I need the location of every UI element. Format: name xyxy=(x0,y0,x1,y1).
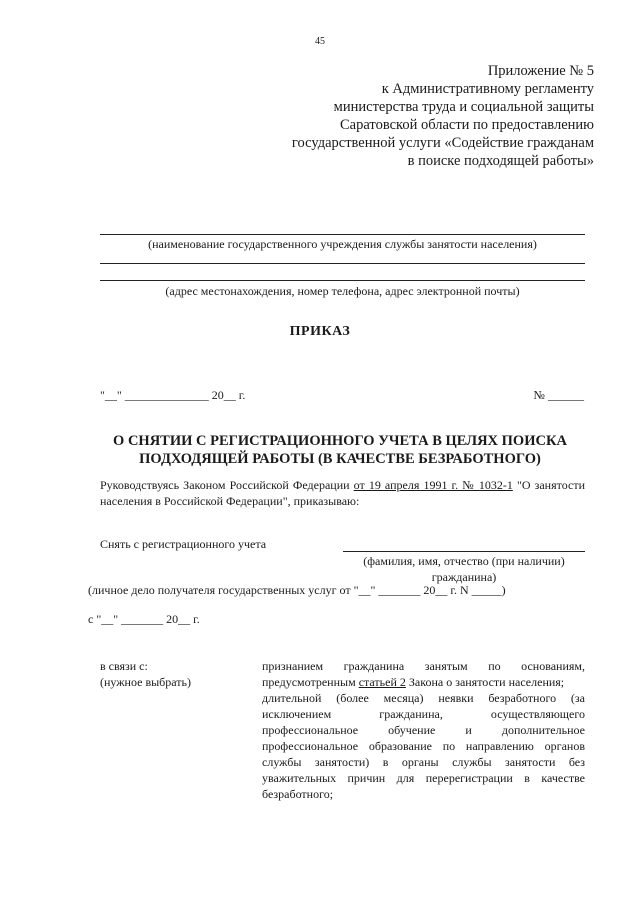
preamble-text: "О занятости населения в Российской Федерации", приказываю: xyxy=(100,478,586,508)
order-title: ПРИКАЗ xyxy=(289,324,351,339)
address-rule-2 xyxy=(100,280,585,281)
address-rule-1 xyxy=(100,263,585,264)
address-caption: (адрес местонахождения, номер телефона, адрес электронной почты) xyxy=(165,284,520,298)
appendix-line: к Административному регламенту xyxy=(381,81,594,97)
preamble-paragraph xyxy=(100,477,585,509)
reason-item xyxy=(262,658,585,690)
appendix-line: Приложение № 5 xyxy=(487,63,594,79)
heading-line: ПОДХОДЯЩЕЙ РАБОТЫ (В КАЧЕСТВЕ БЕЗРАБОТНОГО) xyxy=(139,451,541,467)
remove-registration-label: Снять с регистрационного учета xyxy=(100,537,267,551)
reason-text: признанием гражданина занятым по основаниям, предусмотренным xyxy=(262,659,585,689)
heading-line: О СНЯТИИ С РЕГИСТРАЦИОННОГО УЧЕТА В ЦЕЛЯХ ПОИСКА xyxy=(113,433,567,449)
appendix-line: Саратовской области по предоставлению xyxy=(340,117,594,133)
institution-name-rule xyxy=(100,234,585,235)
fio-caption: (фамилия, имя, отчество (при наличии) гражданина) xyxy=(363,554,565,584)
reason-item: длительной (более месяца) неявки безработного (за исключением гражданина, осуществляющего профессиональное обучение и дополнительное профессиональное образование по направлению органов службы занятости) в органы службы занятости без уважительных причин для перерегистрации в качестве безработного; xyxy=(262,691,585,801)
appendix-header xyxy=(234,62,594,170)
reason-label-line: в связи с: xyxy=(100,659,148,673)
case-file-line: (личное дело получателя государственных услуг от "__" _______ 20__ г. N _____) xyxy=(88,583,506,597)
appendix-line: государственной услуги «Содействие гражданам xyxy=(291,135,594,151)
order-number-field: № ______ xyxy=(533,388,584,402)
reason-text: Закона о занятости населения; xyxy=(405,675,565,689)
date-field: "__" ______________ 20__ г. xyxy=(100,388,246,402)
appendix-line: в поиске подходящей работы» xyxy=(407,153,594,169)
reasons-list xyxy=(262,658,585,802)
page-number: 45 xyxy=(315,36,325,47)
preamble-text: Руководствуясь Законом Российской Федерации xyxy=(100,478,354,492)
law-reference-link[interactable]: от 19 апреля 1991 г. № 1032-1 xyxy=(353,478,513,492)
since-date-line: с "__" _______ 20__ г. xyxy=(88,612,200,626)
order-heading xyxy=(70,432,610,468)
appendix-line: министерства труда и социальной защиты xyxy=(333,99,594,115)
reason-label xyxy=(100,658,191,690)
reason-label-hint: (нужное выбрать) xyxy=(100,675,192,689)
institution-caption: (наименование государственного учреждения службы занятости населения) xyxy=(148,237,537,251)
fio-rule xyxy=(343,551,585,552)
article-reference-link[interactable]: статьей 2 xyxy=(358,675,406,689)
